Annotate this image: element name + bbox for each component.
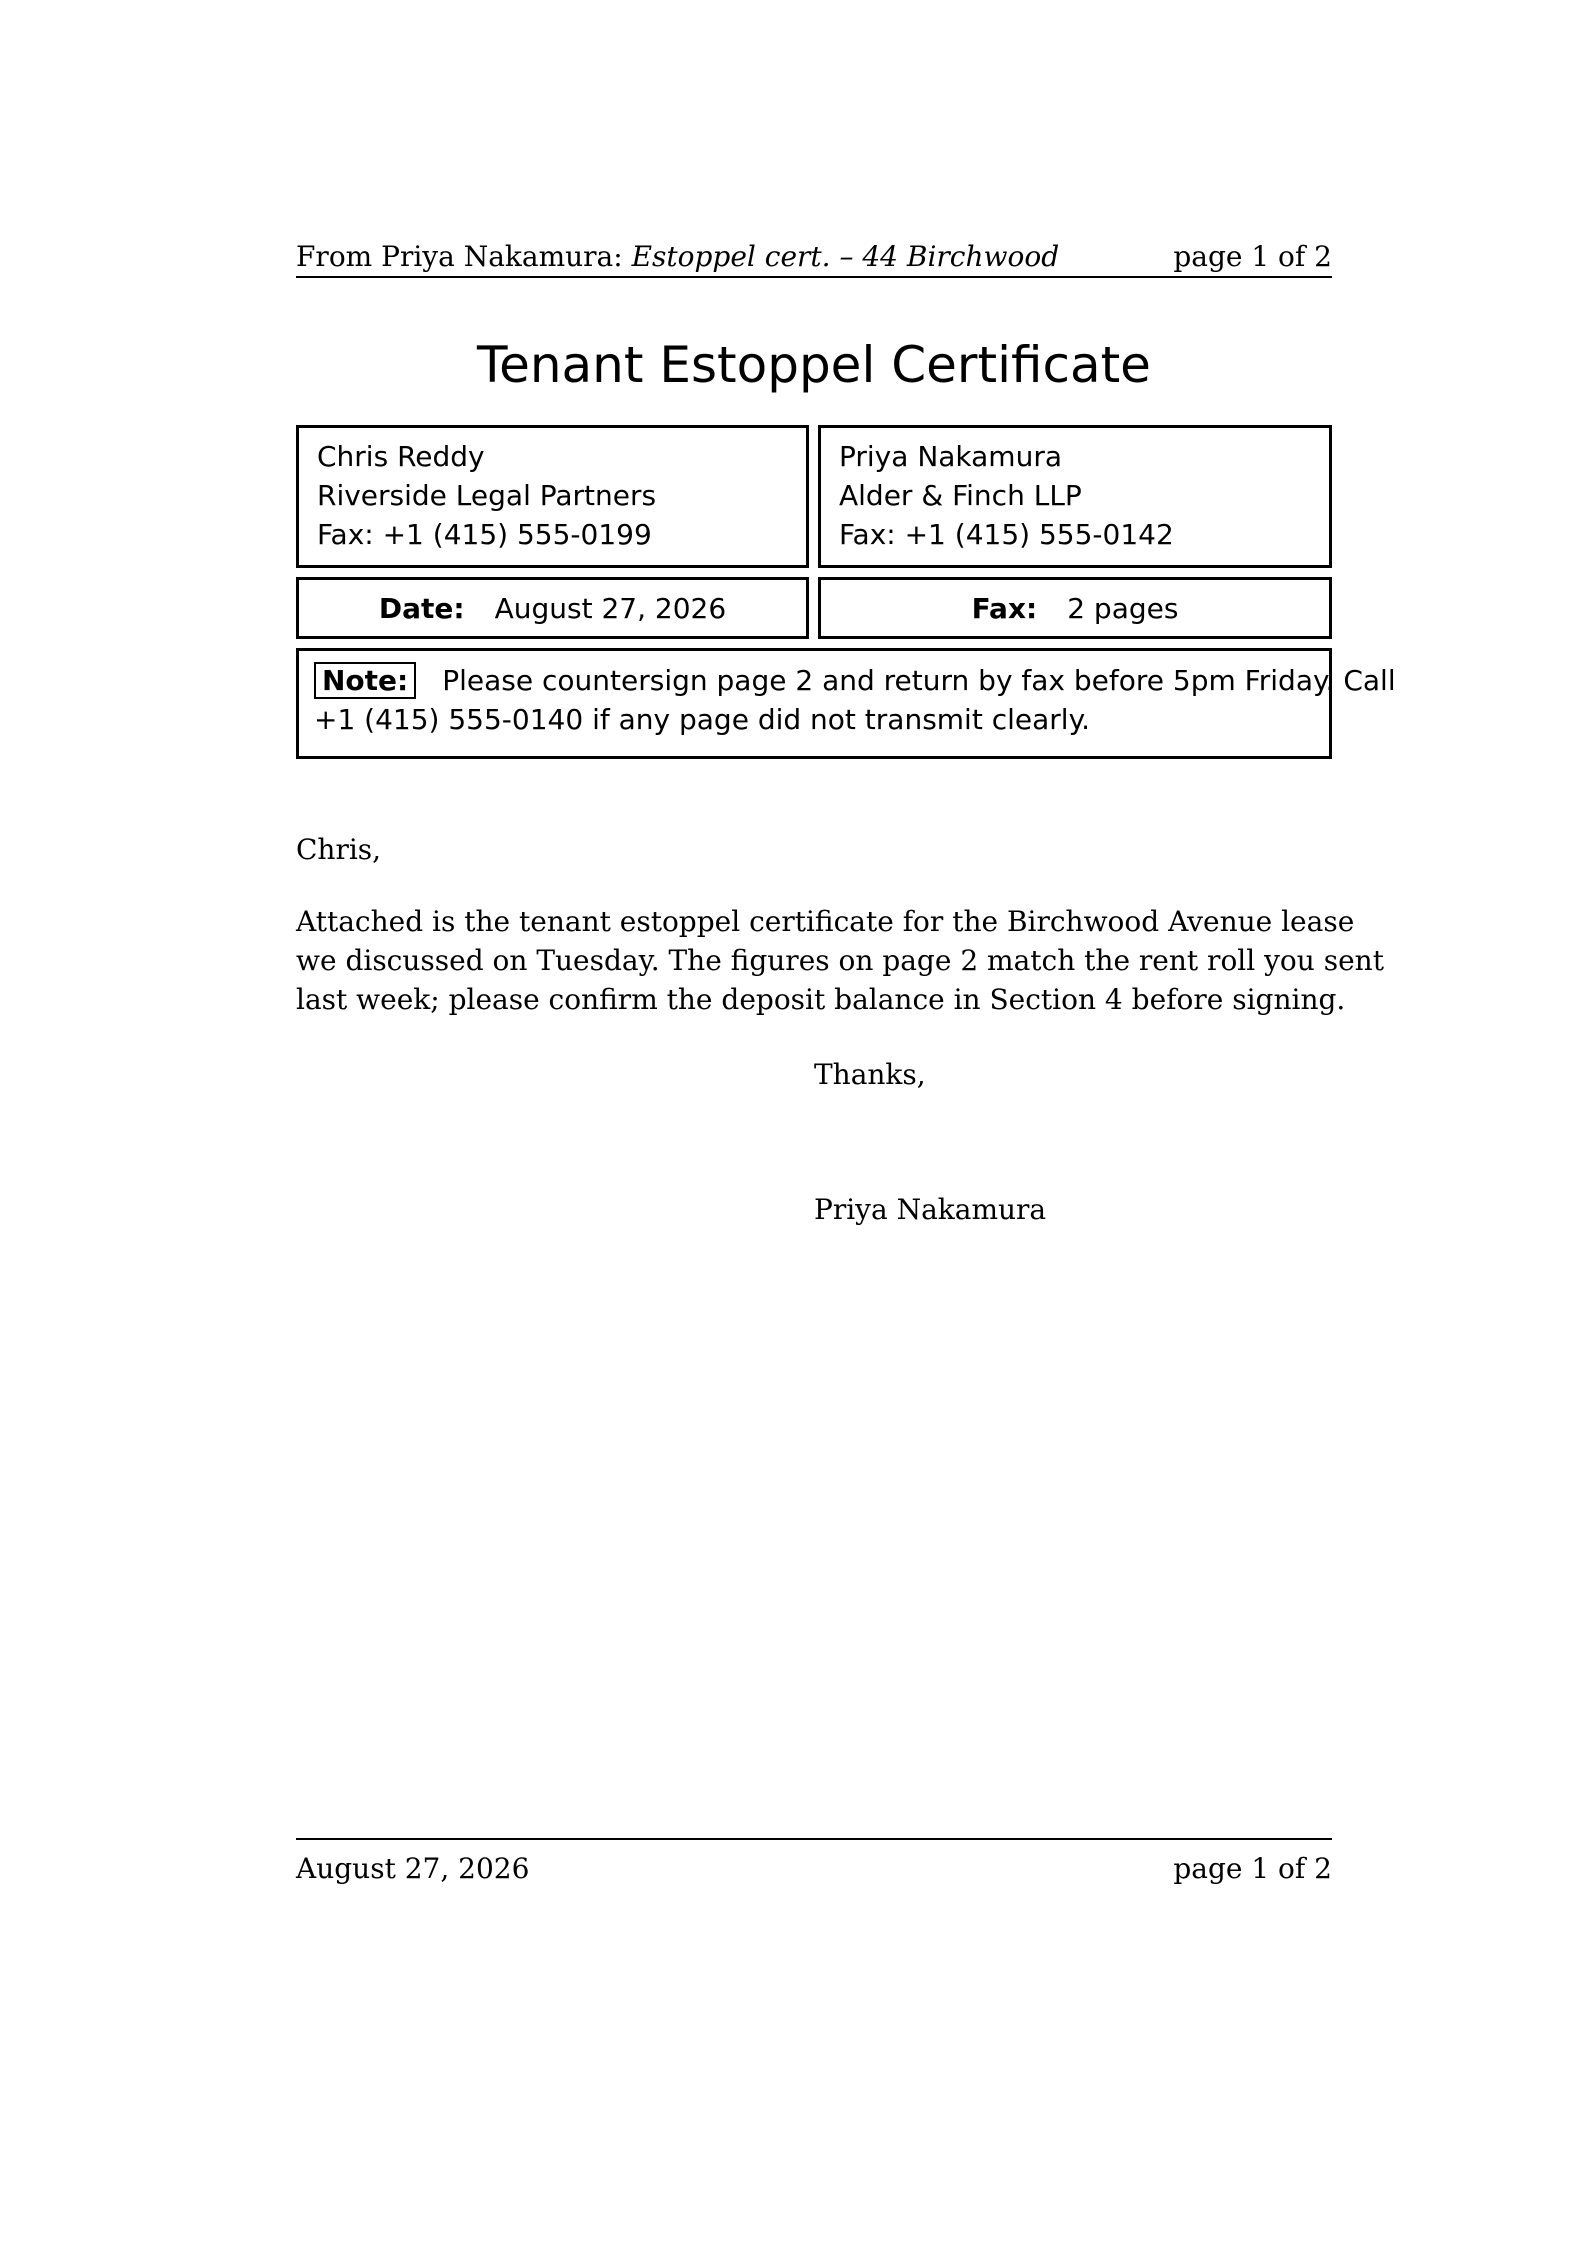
date-label: Date: [378, 591, 465, 625]
date-value: August 27, 2026 [494, 591, 727, 625]
signature-name: Priya Nakamura [814, 1193, 1047, 1226]
header-subject: Estoppel cert. – 44 Birchwood [631, 240, 1060, 273]
header-page-number: page 1 of 2 [1173, 240, 1332, 273]
note-text-line-2: +1 (415) 555-0140 if any page did not transmit clearly. [314, 703, 1091, 736]
header-from: From Priya Nakamura: [296, 240, 623, 273]
sender-org: Alder & Finch LLP [839, 479, 1082, 512]
closing: Thanks, [814, 1058, 926, 1091]
document-title: Tenant Estoppel Certificate [477, 336, 1151, 394]
fax-pages-box [818, 577, 1332, 639]
body-paragraph [296, 902, 1384, 1019]
note-box [296, 648, 1396, 759]
sender-box [818, 425, 1332, 568]
fax-pages-label: Fax: [971, 591, 1038, 625]
note-text-line-1: Please countersign page 2 and return by fax before 5pm Friday. Call [442, 664, 1396, 697]
fax-pages-value: 2 pages [1067, 591, 1179, 625]
header-left [296, 238, 1059, 276]
body-line: Attached is the tenant estoppel certificate for the Birchwood Avenue lease [296, 905, 1355, 938]
sender-name: Priya Nakamura [839, 440, 1062, 473]
footer-date: August 27, 2026 [296, 1852, 530, 1885]
body-line: we discussed on Tuesday. The figures on page 2 match the rent roll you sent [296, 944, 1384, 977]
note-label: Note: [314, 662, 416, 699]
salutation: Chris, [296, 833, 382, 866]
recipient-org: Riverside Legal Partners [317, 479, 657, 512]
recipient-fax: Fax: +1 (415) 555-0199 [317, 518, 652, 551]
page-header [296, 238, 1332, 278]
recipient-name: Chris Reddy [317, 440, 485, 473]
sender-fax: Fax: +1 (415) 555-0142 [839, 518, 1174, 551]
date-box [296, 577, 809, 639]
body-line: last week; please confirm the deposit balance in Section 4 before signing. [296, 983, 1346, 1016]
recipient-box [296, 425, 809, 568]
footer-page-number: page 1 of 2 [1173, 1852, 1332, 1885]
page-footer [296, 1838, 1332, 1890]
